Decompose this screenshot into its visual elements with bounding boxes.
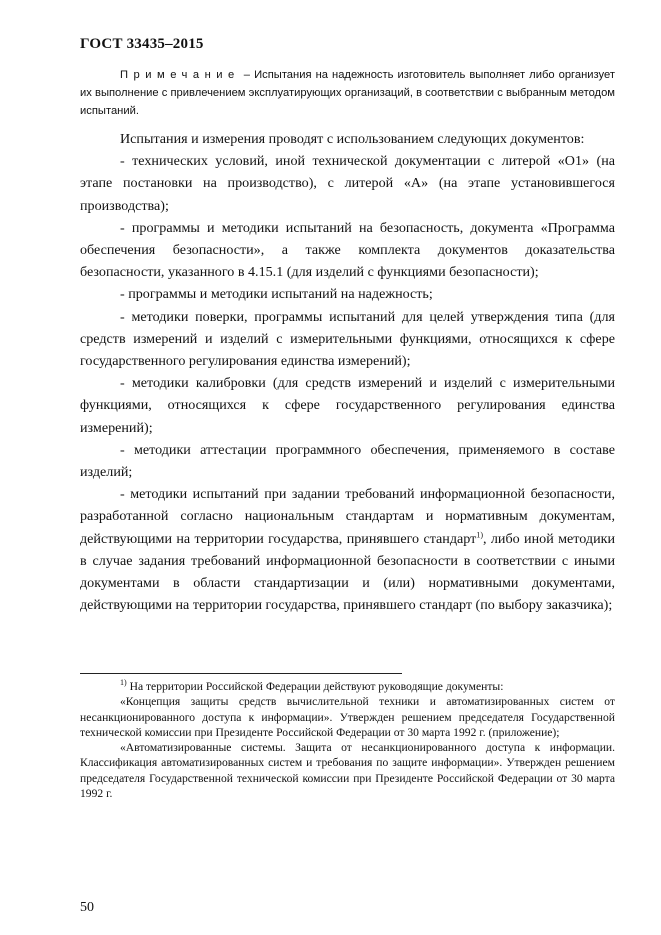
footnote-marker: 1) [120, 678, 127, 688]
footnote-intro-text: На территории Российской Федерации действуют руководящие документы: [126, 680, 504, 693]
list-item-technical-conditions: - технических условий, иной технической документации с литерой «О1» (на этапе постановки на производство), с литерой «А» (на этапе установившегося производства); [80, 153, 615, 214]
list-item-information-security [80, 483, 615, 616]
footnote-intro [80, 679, 615, 694]
page-number: 50 [80, 900, 94, 915]
list-item-calibration-methods: - методики калибровки (для средств измерений и изделий с измерительными функциями, относящихся к сфере государственного регулирования единства измерений); [80, 375, 615, 436]
list-item-safety-tests: - программы и методики испытаний на безопасность, документа «Программа обеспечения безопасности», а также комплекта документов доказательства безопасности, указанного в 4.15.1 (для изделий с функциями безопасности); [80, 219, 615, 281]
information-security-text-part2: , либо иной методики в случае задания требований информационной безопасности в соответствии с иными документами в области стандартизации и (или) нормативными документами, действующими на территории государства, принявшего стандарт (по выбору заказчика); [80, 530, 616, 614]
footnote-item: «Концепция защиты средств вычислительной техники и автоматизированных систем от несанкционированного доступа к информации». Утвержден решением председателя Государственной технической комиссии при Президенте Российской Федерации от 30 марта 1992 г. (приложение); [80, 695, 615, 739]
footnote-reference: 1) [476, 529, 483, 539]
footnote-block [80, 679, 615, 801]
list-item-verification-methods: - методики поверки, программы испытаний для целей утверждения типа (для средств измерений и изделий с измерительными функциями, относящихся к сфере государственного регулирования единства измерений); [80, 308, 615, 370]
paragraph-documents-intro: Испытания и измерения проводят с использованием следующих документов: [120, 131, 585, 147]
list-item-reliability-tests: - программы и методики испытаний на надежность; [120, 286, 433, 303]
information-security-text-part1: - методики испытаний при задании требований информационной безопасности, разработанной согласно национальным стандартам и нормативным документам, действующими на территории государства, принявшего стандарт [80, 486, 615, 547]
note-block [80, 66, 615, 120]
note-label: Примечание [120, 69, 240, 81]
list-item-software-certification: - методики аттестации программного обеспечения, применяемого в составе изделий; [80, 441, 615, 481]
document-code-header: ГОСТ 33435–2015 [80, 36, 204, 52]
main-text [80, 128, 615, 616]
footnote-separator [80, 673, 402, 674]
note-paragraph [80, 66, 615, 120]
footnote-item: «Автоматизированные системы. Защита от несанкционированного доступа к информации. Классификация автоматизированных систем и требования по защите информации». Утвержден решением председателя Государственной технической комиссии при Президенте Российской Федерации от 30 марта 1992 г. [80, 741, 615, 801]
note-text: – Испытания на надежность изготовитель выполняет либо организует их выполнение с привлечением эксплуатирующих организаций, в соответствии с выбранным методом испытаний. [80, 69, 615, 117]
